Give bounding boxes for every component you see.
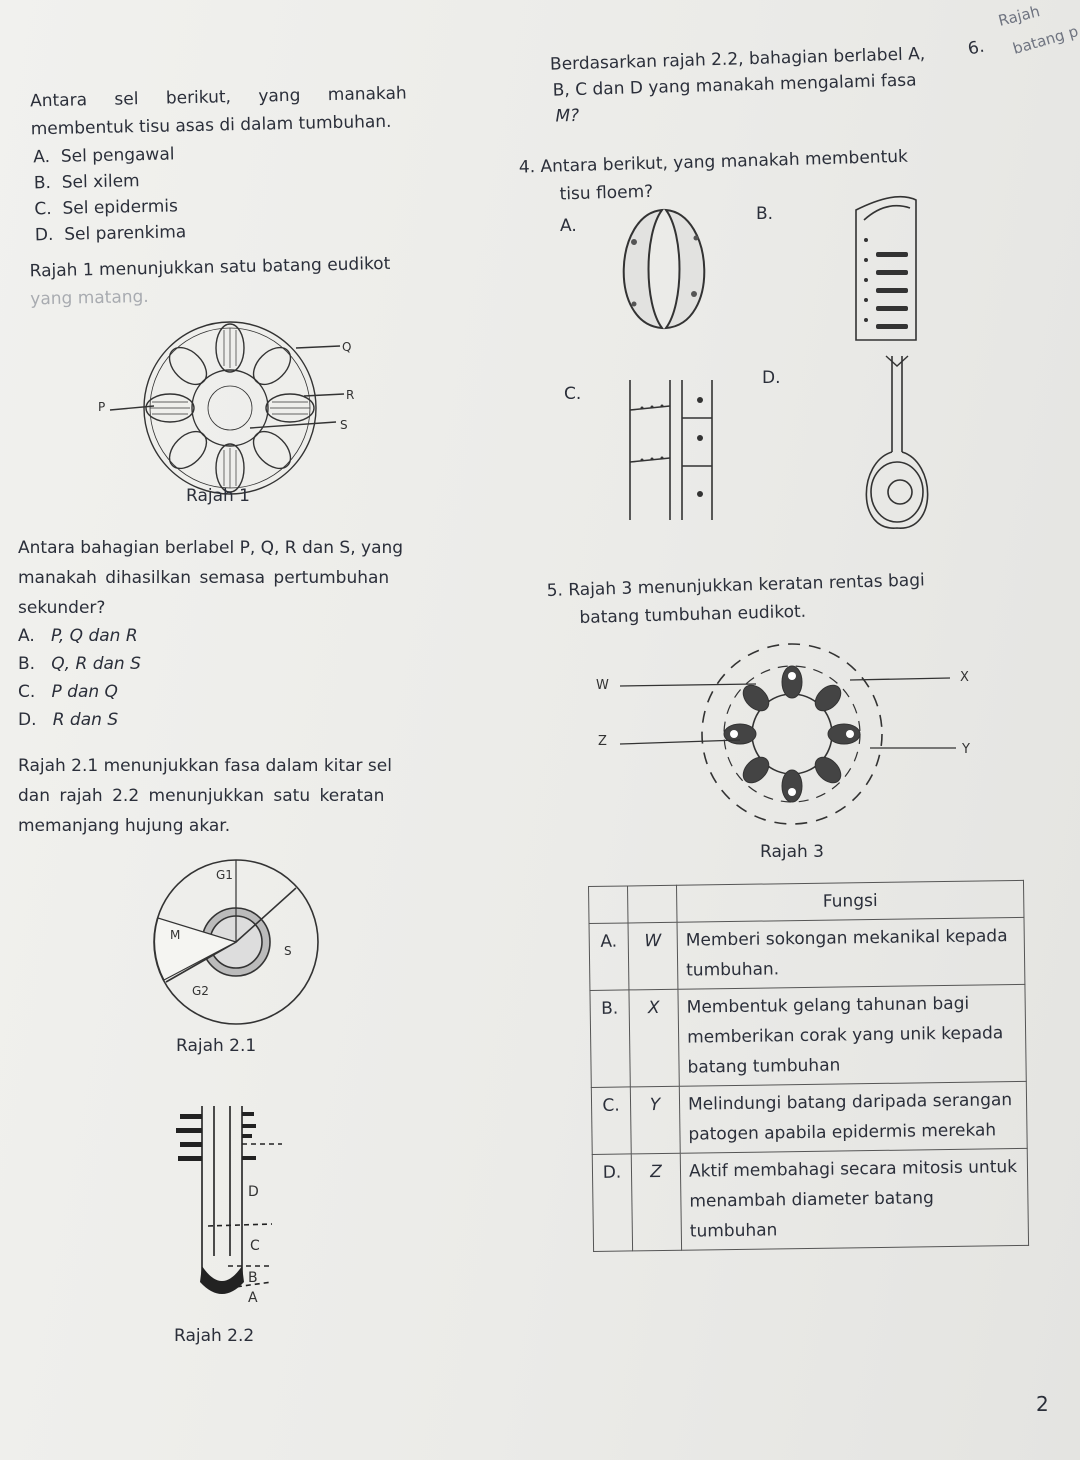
q-secondary-option-b[interactable]: B. Q, R dan S	[18, 654, 141, 674]
rajah1-label-q: Q	[342, 340, 352, 354]
rajah2-2-label-d: D	[248, 1184, 259, 1200]
rajah3-label-w: W	[596, 678, 609, 693]
rajah3-label-x: X	[960, 670, 969, 685]
rajah2-1-caption: Rajah 2.1	[176, 1036, 257, 1056]
rajah2-1-label-s: S	[284, 944, 292, 958]
q4-option-b-tissue[interactable]	[846, 190, 926, 350]
q-secondary-line3: sekunder?	[18, 598, 106, 618]
q4-option-c-label[interactable]: C.	[564, 384, 582, 404]
q5-row-a-text: Memberi sokongan mekanikal kepada tumbuhan.	[677, 917, 1025, 989]
rajah2-1-label-g1: G1	[216, 868, 233, 882]
q5-function-table	[588, 880, 1029, 1252]
q4-line2: tisu floem?	[559, 181, 654, 205]
q4-option-b-label[interactable]: B.	[756, 204, 774, 224]
q5-table-header: Fungsi	[676, 880, 1023, 922]
q3-option-d[interactable]: D. Sel parenkima	[34, 222, 187, 246]
q5-line2: batang tumbuhan eudikot.	[579, 601, 807, 629]
q4-option-a-label[interactable]: A.	[560, 216, 577, 236]
q5-row-a-part: W	[628, 922, 678, 990]
q3-option-a[interactable]: A. Sel pengawal	[33, 144, 175, 168]
q4-option-c-phloem[interactable]	[620, 370, 730, 530]
q5-table-row-c[interactable]	[591, 1081, 1027, 1154]
q-secondary-option-a[interactable]: A. P, Q dan R	[18, 626, 138, 646]
rajah3-label-y: Y	[962, 742, 970, 757]
q-phase-m-line2: B, C dan D yang manakah mengalami fasa	[552, 70, 917, 101]
q5-row-a-letter: A.	[589, 923, 629, 991]
rajah1-intro-line2: yang matang.	[30, 286, 149, 310]
q-phase-m-line3: M?	[555, 105, 580, 127]
q3-option-b[interactable]: B. Sel xilem	[33, 171, 140, 194]
q5-row-b-text: Membentuk gelang tahunan bagi memberikan corak yang unik kepada batang tumbuhan	[678, 984, 1026, 1086]
q4-line1: 4. Antara berikut, yang manakah membentuk	[518, 146, 909, 178]
rajah2-2-root-tip	[172, 1106, 292, 1306]
q5-row-c-text: Melindungi batang daripada serangan patogen apabila epidermis merekah	[679, 1081, 1027, 1153]
rajah2-1-label-g2: G2	[192, 984, 209, 998]
q5-row-b-letter: B.	[590, 990, 630, 1088]
rajah2-2-caption: Rajah 2.2	[174, 1326, 255, 1346]
q4-option-d-root-hair[interactable]	[852, 352, 942, 532]
q-secondary-line1: Antara bahagian berlabel P, Q, R dan S, yang	[18, 538, 404, 558]
q6-number: 6.	[966, 36, 987, 60]
q5-table-row-d[interactable]	[592, 1148, 1028, 1251]
rajah2-1-cell-cycle	[146, 852, 326, 1032]
rajah2-intro-line3: memanjang hujung akar.	[18, 816, 231, 836]
q5-row-d-text: Aktif membahagi secara mitosis untuk menambah diameter batang tumbuhan	[680, 1148, 1028, 1250]
q6-word-rajah: Rajah	[996, 2, 1042, 30]
rajah2-intro-line2: dan rajah 2.2 menunjukkan satu keratan	[18, 786, 385, 806]
rajah3-caption: Rajah 3	[760, 842, 824, 862]
rajah2-2-label-a: A	[248, 1290, 258, 1306]
q3-stem-line1: Antara sel berikut, yang manakah	[29, 83, 407, 112]
q5-line1: 5. Rajah 3 menunjukkan keratan rentas bagi	[546, 570, 925, 601]
q6-word-batang: batang p	[1010, 22, 1080, 58]
q3-stem-line2: membentuk tisu asas di dalam tumbuhan.	[30, 111, 392, 140]
q5-row-d-letter: D.	[592, 1154, 632, 1252]
q5-row-c-letter: C.	[591, 1087, 631, 1155]
rajah2-1-label-m: M	[170, 928, 181, 942]
rajah1-label-p: P	[98, 400, 106, 414]
q-secondary-option-c[interactable]: C. P dan Q	[18, 682, 118, 702]
page-number: 2	[1036, 1392, 1049, 1416]
rajah1-label-s: S	[340, 418, 348, 432]
rajah2-2-label-b: B	[248, 1270, 258, 1286]
q3-option-c[interactable]: C. Sel epidermis	[34, 196, 179, 220]
rajah3-label-z: Z	[598, 734, 607, 749]
q4-option-a-guard-cells[interactable]	[604, 204, 724, 334]
q-phase-m-line1: Berdasarkan rajah 2.2, bahagian berlabel A,	[549, 44, 926, 75]
rajah1-intro-line1: Rajah 1 menunjukkan satu batang eudikot	[29, 253, 391, 282]
q5-table-header-row	[589, 880, 1024, 923]
q5-row-c-part: Y	[630, 1086, 680, 1154]
q5-row-d-part: Z	[631, 1153, 681, 1251]
q5-table-row-b[interactable]	[590, 984, 1026, 1087]
q5-table-row-a[interactable]	[589, 917, 1025, 990]
rajah1-caption: Rajah 1	[186, 486, 250, 506]
rajah1-label-r: R	[346, 388, 355, 402]
rajah2-intro-line1: Rajah 2.1 menunjukkan fasa dalam kitar sel	[18, 756, 392, 776]
q4-option-d-label[interactable]: D.	[762, 368, 781, 388]
rajah2-2-label-c: C	[250, 1238, 260, 1254]
q-secondary-line2: manakah dihasilkan semasa pertumbuhan	[18, 568, 390, 588]
q5-row-b-part: X	[629, 989, 679, 1087]
q-secondary-option-d[interactable]: D. R dan S	[18, 710, 119, 730]
